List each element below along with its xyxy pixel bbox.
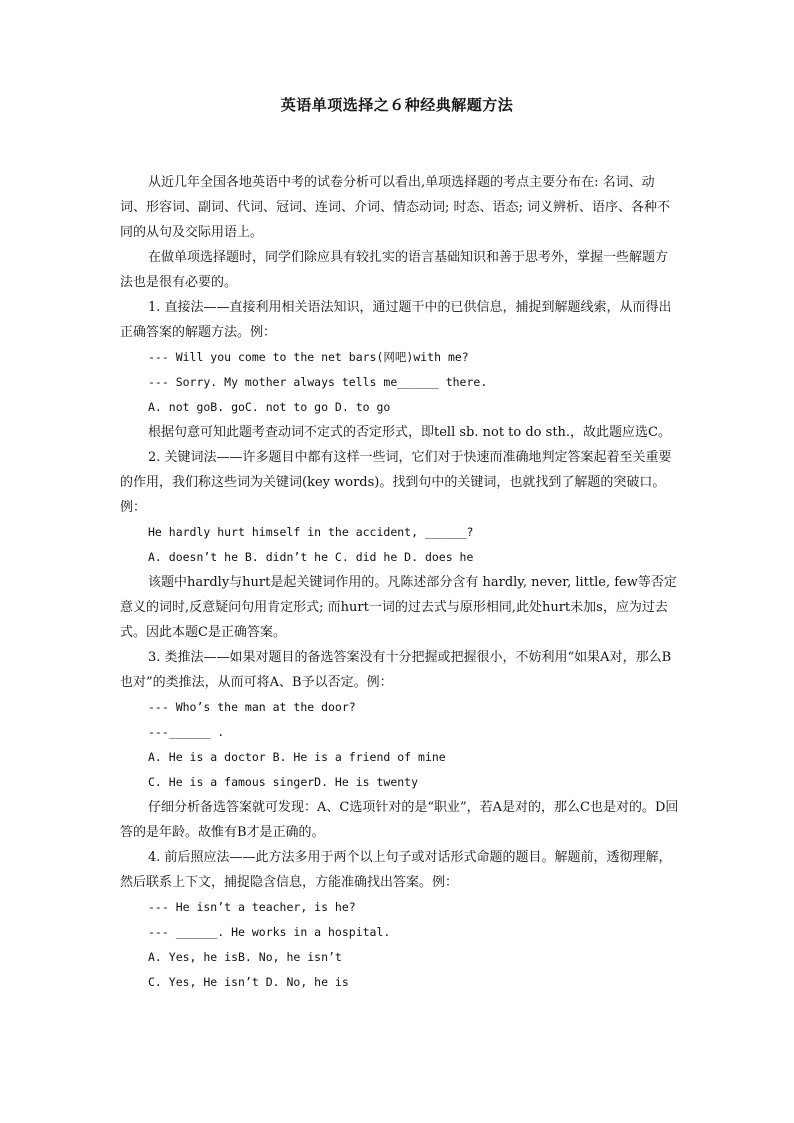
document-title: 英语单项选择之６种经典解题方法 bbox=[280, 96, 514, 114]
answer-options: C. Yes, He isn’t D. No, he is bbox=[148, 975, 349, 989]
answer-options: C. He is a famous singerD. He is twenty bbox=[148, 775, 419, 789]
example-line: He hardly hurt himself in the accident, ______? bbox=[148, 525, 474, 539]
paragraph: 4. 前后照应法——此方法多用于两个以上句子或对话形式命题的题目。解题前，透彻理解，然后联系上下文，捕捉隐含信息，方能准确找出答案。例： bbox=[120, 850, 672, 890]
example-line: --- Sorry. My mother always tells me______ there. bbox=[148, 375, 488, 389]
answer-options: A. not goB. goC. not to go D. to go bbox=[148, 400, 391, 414]
example-line: --- Will you come to the net bars(网吧)with me? bbox=[148, 350, 469, 364]
example-line: --- He isn’t a teacher, is he? bbox=[148, 900, 356, 914]
answer-options: A. Yes, he isB. No, he isn’t bbox=[148, 950, 342, 964]
answer-options: A. He is a doctor B. He is a friend of mine bbox=[148, 750, 446, 764]
example-line: ---______ . bbox=[148, 725, 225, 739]
paragraph: 根据句意可知此题考查动词不定式的否定形式，即tell sb. not to do sth.，故此题应选C。 bbox=[148, 425, 671, 440]
answer-options: A. doesn’t he B. didn’t he C. did he D. does he bbox=[148, 550, 474, 564]
paragraph: 3. 类推法——如果对题目的备选答案没有十分把握或把握很小，不妨利用“如果A对，那么B也对”的类推法，从而可将A、B予以否定。例： bbox=[120, 650, 672, 690]
document-body bbox=[120, 170, 680, 995]
example-line: --- ______. He works in a hospital. bbox=[148, 925, 391, 939]
paragraph: 仔细分析备选答案就可发现：A、C选项针对的是“职业”，若A是对的，那么C也是对的。D回答的是年龄。故惟有B才是正确的。 bbox=[120, 800, 679, 840]
paragraph: 从近几年全国各地英语中考的试卷分析可以看出,单项选择题的考点主要分布在: 名词、动词、形容词、副词、代词、冠词、连词、介词、情态动词; 时态、语态; 词义辨析、语序、各种不同的从句及交际用语上。 bbox=[120, 175, 671, 240]
example-line: --- Who’s the man at the door? bbox=[148, 700, 356, 714]
paragraph: 1. 直接法——直接利用相关语法知识，通过题干中的已供信息，捕捉到解题线索，从而得出正确答案的解题方法。例： bbox=[120, 300, 672, 340]
paragraph: 2. 关键词法——许多题目中都有这样一些词，它们对于快速而准确地判定答案起着至关重要的作用，我们称这些词为关键词(key words)。找到句中的关键词，也就找到了解题的突破口。例： bbox=[120, 450, 672, 515]
paragraph: 该题中hardly与hurt是起关键词作用的。凡陈述部分含有 hardly, never, little, few等否定意义的词时,反意疑问句用肯定形式; 而hurt一词的过去式与原形相同,此处hurt未加s，应为过去式。因此本题C是正确答案。 bbox=[120, 575, 677, 640]
paragraph: 在做单项选择题时，同学们除应具有较扎实的语言基础知识和善于思考外，掌握一些解题方法也是很有必要的。 bbox=[120, 250, 669, 290]
